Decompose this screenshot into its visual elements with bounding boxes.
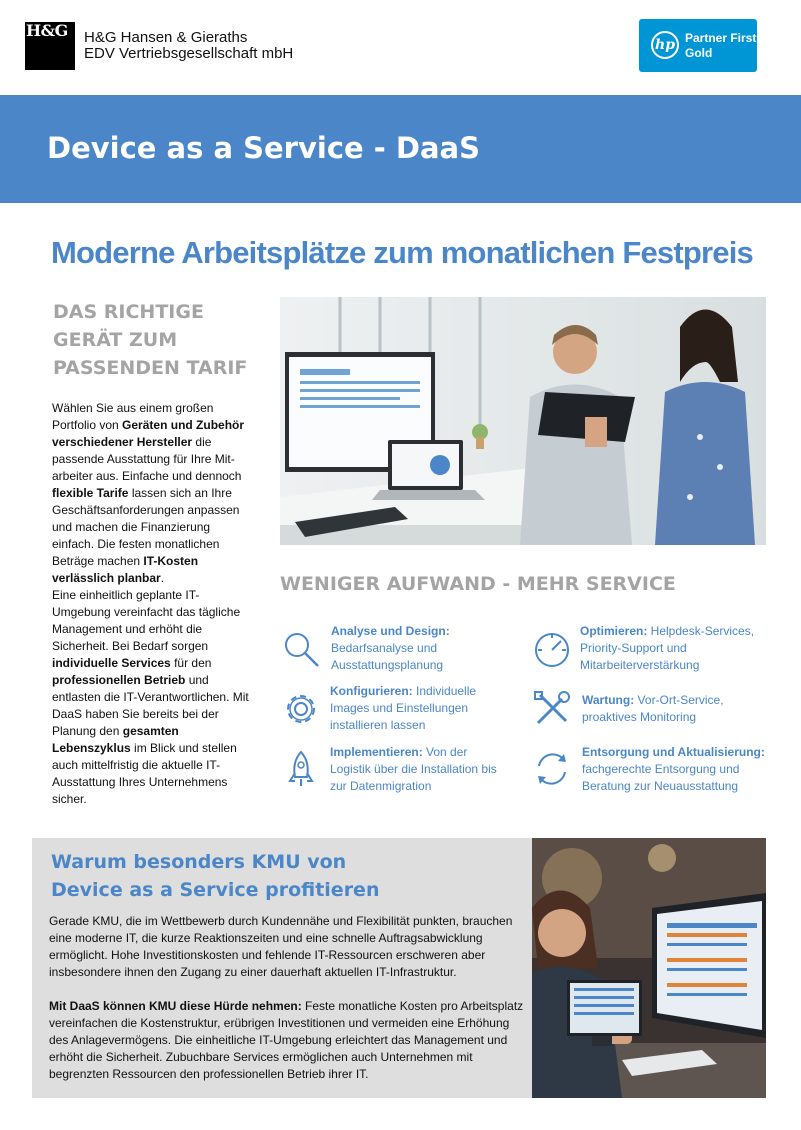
service-label: Implementieren: bbox=[330, 745, 423, 759]
company-name bbox=[84, 30, 293, 62]
service-label: Entsorgung und Aktualisierung: bbox=[582, 745, 765, 759]
cycle-icon bbox=[532, 749, 572, 789]
body-text-segment: professionellen Betrieb bbox=[52, 673, 186, 687]
main-title: Moderne Arbeitsplätze zum monatlichen Festpreis bbox=[51, 235, 753, 270]
kmu-title bbox=[51, 848, 521, 904]
body-text-segment: Eine einheitlich geplante IT-Umgebung vereinfacht das tägliche Management und erhöht die Sicherheit. Bei Bedarf sorgen bbox=[52, 588, 241, 653]
service-label: Optimieren: bbox=[580, 624, 648, 638]
body-text-segment: lassen sich an Ihre Geschäftsanforderungen anpassen und machen die Finanzierung einfach. Die festen monatlichen Beträge machen bbox=[52, 486, 240, 568]
company-line1: H&G Hansen & Gieraths bbox=[84, 29, 248, 46]
kmu-section bbox=[32, 838, 532, 1098]
hg-logo: H&G bbox=[25, 22, 75, 70]
magnifier-icon bbox=[281, 629, 321, 669]
body-text-segment: individuelle Services bbox=[52, 656, 171, 670]
services-heading: WENIGER AUFWAND - MEHR SERVICE bbox=[280, 573, 676, 595]
hp-logo-icon: hp bbox=[651, 31, 679, 59]
gear-icon bbox=[281, 689, 321, 729]
kmu-title-line1: Warum besonders KMU von bbox=[51, 851, 347, 873]
body-text-segment: Wählen Sie aus einem großen Portfolio von bbox=[52, 401, 214, 432]
service-item bbox=[582, 744, 767, 795]
page-header bbox=[0, 0, 801, 95]
service-item bbox=[582, 692, 757, 726]
title-banner bbox=[0, 95, 801, 203]
kmu-title-line2: Device as a Service profitieren bbox=[51, 879, 380, 901]
rocket-icon bbox=[281, 749, 321, 789]
kmu-paragraph-2-text: Feste monatliche Kosten pro Arbeitsplatz vereinfachen die Kostenstruktur, erübrigen Investitionen und vermeiden eine Erhöhung des Anlagevermögens. Die einheitliche IT-Umgebung erleichtert das Management und erhöht die Sicherheit. Zubuchbare Services ermöglichen auch Unternehmen mit begrenzten Ressourcen den professionellen Betrieb ihrer IT. bbox=[49, 999, 524, 1081]
partner-line2: Gold bbox=[685, 46, 713, 60]
service-text: Helpdesk-Services, Priority-Support und Mitarbeiterverstärkung bbox=[580, 624, 755, 672]
office-photo bbox=[280, 297, 766, 545]
service-item bbox=[580, 623, 770, 674]
body-text-segment: . bbox=[160, 571, 165, 585]
body-text-segment: Geräten und Zubehör verschiedener Hersteller bbox=[52, 418, 245, 449]
kmu-paragraph-2-lead: Mit DaaS können KMU diese Hürde nehmen: bbox=[49, 999, 302, 1013]
kmu-paragraph-2 bbox=[49, 998, 527, 1083]
tools-icon bbox=[532, 689, 572, 729]
service-text: Individuelle Images und Einstellungen installieren lassen bbox=[330, 684, 477, 732]
service-text: fachgerechte Entsorgung und Beratung zur Neuausstattung bbox=[582, 762, 740, 793]
body-text-segment: im Blick und stellen auch mittelfristig die aktuelle IT-Ausstattung Ihres Unternehmens sicher. bbox=[52, 741, 237, 806]
kmu-paragraph-1: Gerade KMU, die im Wettbewerb durch Kundennähe und Flexibilität punkten, brauchen eine moderne IT, die kurze Reaktionszeiten und eine schnelle Auftragsabwicklung ermöglicht. Hohe Investitionskosten und fehlende IT-Ressourcen erschweren aber insbesondere ihnen den Zugang zu einer dauerhaft aktuellen IT-Infrastruktur. bbox=[49, 914, 513, 979]
service-text: Vor-Ort-Service, proaktives Monitoring bbox=[582, 693, 724, 724]
partner-line1: Partner First bbox=[685, 31, 757, 45]
company-line2: EDV Vertriebsgesellschaft mbH bbox=[84, 45, 294, 62]
partner-level bbox=[685, 31, 756, 61]
left-body-text bbox=[52, 400, 252, 808]
left-heading: DAS RICHTIGE GERÄT ZUM PASSENDEN TARIF bbox=[53, 301, 248, 379]
service-label: Konfigurieren: bbox=[330, 684, 413, 698]
service-item bbox=[330, 744, 505, 795]
service-text: Bedarfsanalyse und Ausstattungsplanung bbox=[331, 641, 444, 672]
service-text: Von der Logistik über die Installation bis zur Datenmigration bbox=[330, 745, 497, 793]
body-text-segment: gesamten Lebenszyklus bbox=[52, 724, 179, 755]
service-item bbox=[330, 683, 505, 734]
body-text-segment: IT-Kosten verlässlich planbar bbox=[52, 554, 199, 585]
body-text-segment: flexible Tarife bbox=[52, 486, 129, 500]
service-label: Analyse und Design: bbox=[331, 624, 450, 638]
gauge-icon bbox=[532, 629, 572, 669]
service-item bbox=[331, 623, 506, 674]
body-text-segment: und entlasten die IT-Verantwortlichen. Mit DaaS haben Sie bereits bei der Planung den bbox=[52, 673, 249, 738]
service-label: Wartung: bbox=[582, 693, 635, 707]
body-text-segment: für den bbox=[170, 656, 212, 670]
banner-title: Device as a Service - DaaS bbox=[47, 131, 481, 165]
hp-partner-badge bbox=[639, 19, 757, 72]
workstation-photo bbox=[532, 838, 766, 1098]
body-text-segment: die passende Ausstattung für Ihre Mit-arbeiter aus. Einfache und dennoch bbox=[52, 435, 242, 483]
